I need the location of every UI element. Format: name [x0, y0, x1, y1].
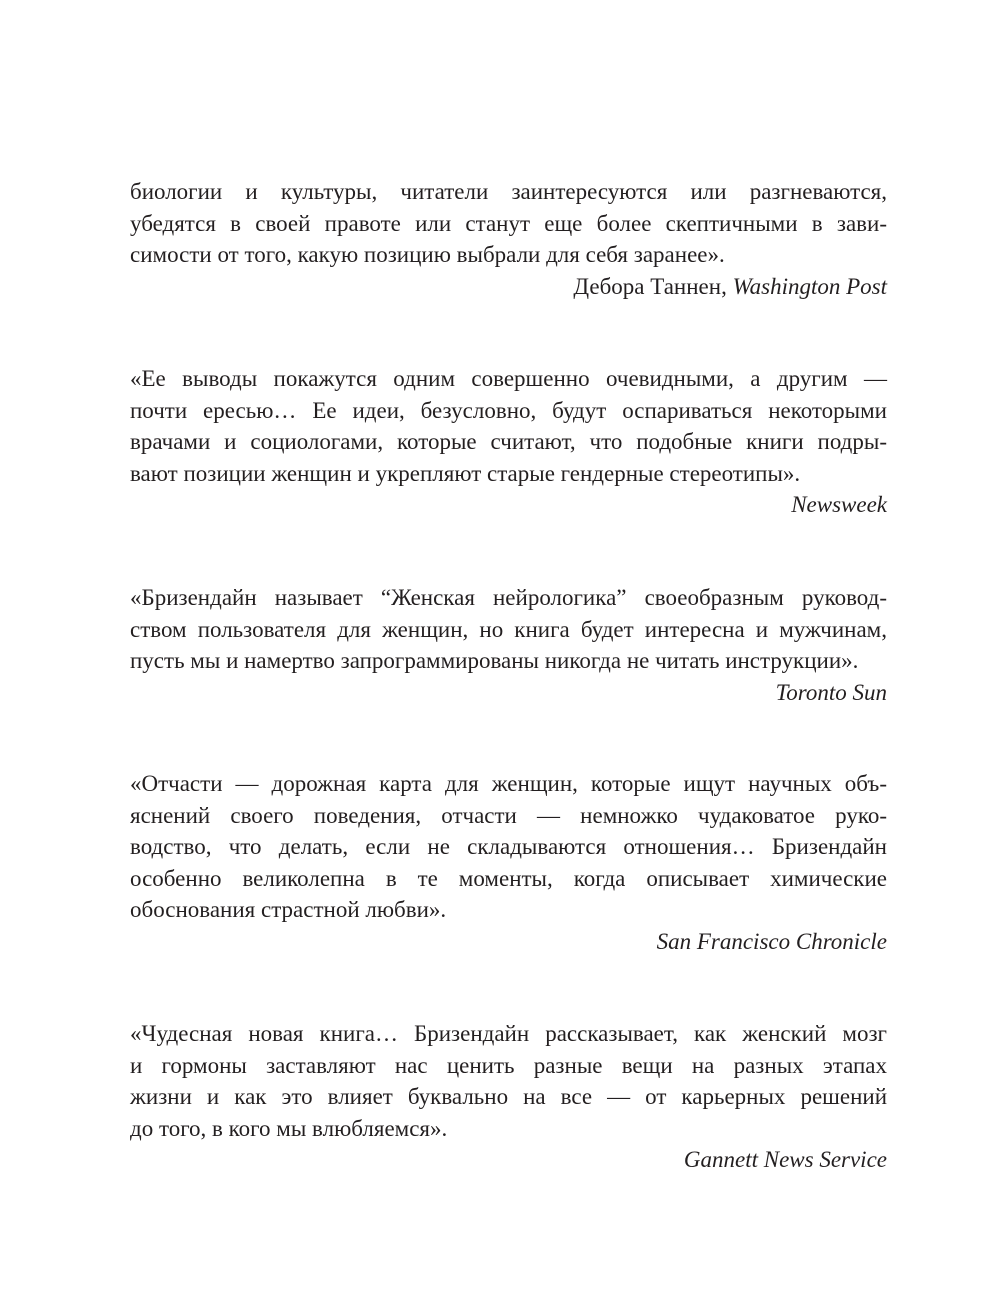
quote-text	[130, 582, 887, 677]
quote-line: яснений своего поведения, отчасти — немножко чудаковатое руко-	[130, 802, 887, 828]
quote-line: симости от того, какую позицию выбрали для себя заранее».	[130, 242, 725, 267]
review-quote-san-francisco-chronicle	[130, 768, 887, 957]
review-quote-washington-post	[130, 176, 887, 302]
quote-line: вают позиции женщин и укрепляют старые гендерные стереотипы».	[130, 460, 801, 486]
quote-line: «Чудесная новая книга… Бризендайн рассказывает, как женский мозг	[130, 1021, 887, 1046]
review-quote-gannett-news-service	[130, 1018, 887, 1176]
quote-line: «Бризендайн называет “Женская нейрологика” своеобразным руковод-	[130, 585, 887, 610]
quote-attribution	[130, 271, 887, 303]
quote-attribution	[130, 926, 887, 958]
attribution-source: Gannett News Service	[683, 1147, 887, 1172]
quote-attribution	[130, 489, 887, 521]
quote-line: водство, что делать, если не складываются отношения… Бризендайн	[130, 834, 887, 859]
quote-text	[130, 363, 887, 489]
attribution-source: Newsweek	[791, 492, 887, 517]
quote-line: биологии и культуры, читатели заинтересуются или разгневаются,	[130, 179, 887, 204]
quote-line: жизни и как это влияет буквально на все — от карьерных решений	[130, 1084, 887, 1109]
attribution-source: Washington Post	[732, 273, 887, 299]
quote-line: обоснования страстной любви».	[130, 897, 447, 922]
quote-line: почти ересью… Ее идеи, безусловно, будут оспариваться некоторыми	[130, 397, 887, 423]
quote-line: «Ее выводы покажутся одним совершенно очевидными, а другим —	[130, 366, 887, 391]
quote-line: пусть мы и намертво запрограммированы никогда не читать инструкции».	[130, 648, 859, 673]
review-quote-toronto-sun	[130, 582, 887, 708]
quote-line: убедятся в своей правоте или станут еще более скептичными в зави-	[130, 210, 887, 236]
quote-line: и гормоны заставляют нас ценить разные вещи на разных этапах	[130, 1052, 887, 1078]
review-quote-newsweek	[130, 363, 887, 521]
quote-line: ством пользователя для женщин, но книга будет интересна и мужчинам,	[130, 616, 887, 642]
quote-text	[130, 176, 887, 271]
quote-line: врачами и социологами, которые считают, что подобные книги подры-	[130, 429, 887, 454]
quote-text	[130, 1018, 887, 1144]
attribution-source: San Francisco Chronicle	[656, 928, 887, 954]
attribution-source: Toronto Sun	[775, 679, 887, 705]
quote-line: особенно великолепна в те моменты, когда описывает химические	[130, 865, 887, 891]
quote-attribution	[130, 1144, 887, 1176]
attribution-author: Дебора Таннен,	[573, 273, 733, 299]
quote-attribution	[130, 677, 887, 709]
quote-text	[130, 768, 887, 926]
quote-line: «Отчасти — дорожная карта для женщин, которые ищут научных объ-	[130, 771, 887, 796]
quote-line: до того, в кого мы влюбляемся».	[130, 1115, 448, 1141]
